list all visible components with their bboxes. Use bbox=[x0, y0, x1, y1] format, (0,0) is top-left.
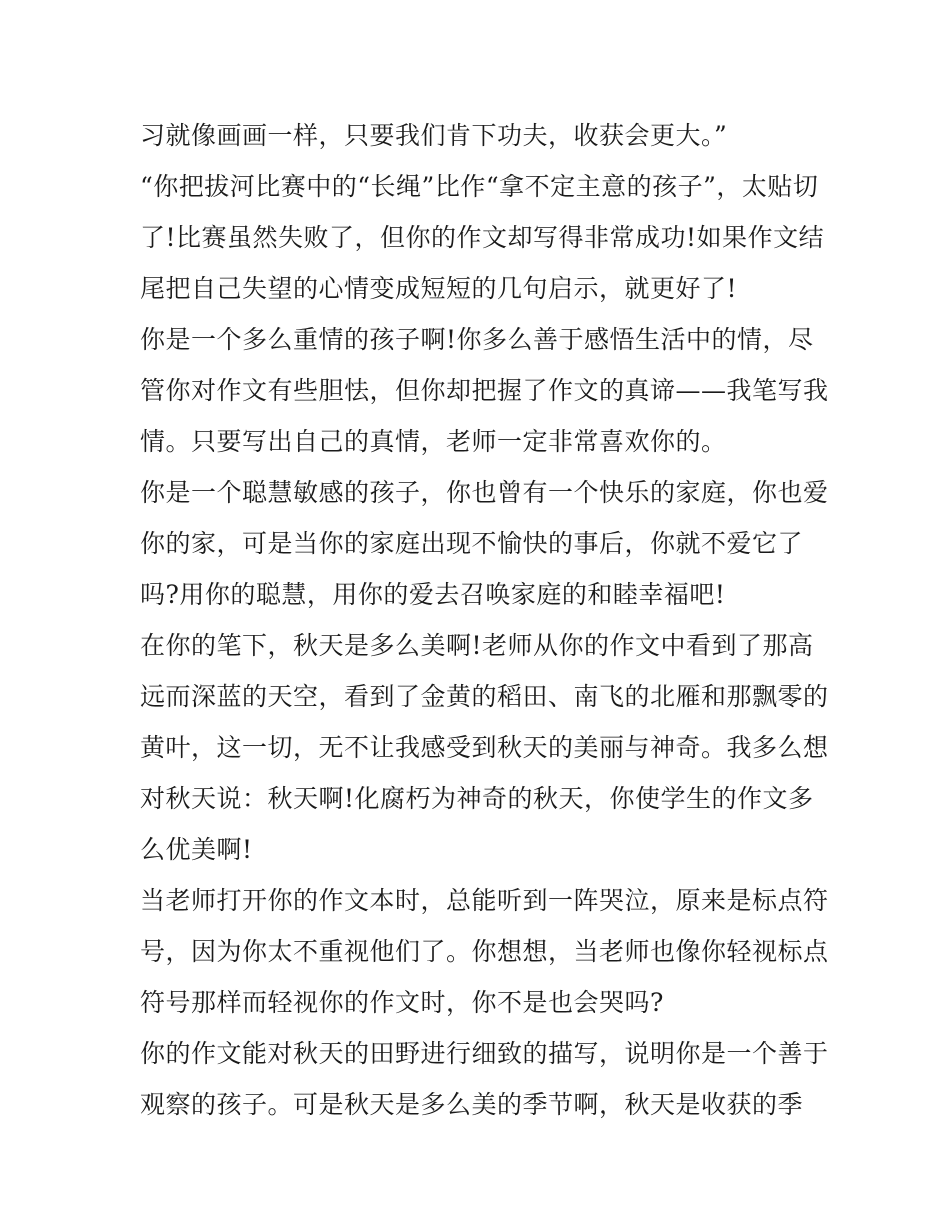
text-line: 当老师打开你的作文本时，总能听到一阵哭泣，原来是标点符 bbox=[140, 886, 829, 915]
text-line: 了!比赛虽然失败了，但你的作文却写得非常成功!如果作文结 bbox=[140, 223, 825, 252]
text-line: 你是一个聪慧敏感的孩子，你也曾有一个快乐的家庭，你也爱 bbox=[140, 478, 829, 507]
text-line: 你的作文能对秋天的田野进行细致的描写，说明你是一个善于 bbox=[140, 1039, 829, 1068]
text-line: 么优美啊! bbox=[140, 835, 253, 864]
text-line: “你把拔河比赛中的“长绳”比作“拿不定主意的孩子”，太贴切 bbox=[140, 172, 819, 201]
text-line: 黄叶，这一切，无不让我感受到秋天的美丽与神奇。我多么想 bbox=[140, 733, 829, 762]
text-line: 你是一个多么重情的孩子啊!你多么善于感悟生活中的情，尽 bbox=[140, 325, 814, 354]
text-line: 情。只要写出自己的真情，老师一定非常喜欢你的。 bbox=[140, 427, 727, 456]
text-line: 吗?用你的聪慧，用你的爱去召唤家庭的和睦幸福吧! bbox=[140, 580, 726, 609]
text-line: 在你的笔下，秋天是多么美啊!老师从你的作文中看到了那高 bbox=[140, 631, 814, 660]
text-line: 符号那样而轻视你的作文时，你不是也会哭吗? bbox=[140, 988, 664, 1017]
text-line: 你的家，可是当你的家庭出现不愉快的事后，你就不爱它了 bbox=[140, 529, 804, 558]
text-line: 对秋天说：秋天啊!化腐朽为神奇的秋天，你使学生的作文多 bbox=[140, 784, 814, 813]
text-line: 尾把自己失望的心情变成短短的几句启示，就更好了! bbox=[140, 274, 738, 303]
text-line: 管你对作文有些胆怯，但你却把握了作文的真谛——我笔写我 bbox=[140, 376, 829, 405]
text-line: 观察的孩子。可是秋天是多么美的季节啊，秋天是收获的季 bbox=[140, 1090, 804, 1119]
text-line: 号，因为你太不重视他们了。你想想，当老师也像你轻视标点 bbox=[140, 937, 829, 966]
document-body bbox=[140, 110, 829, 1130]
text-line: 远而深蓝的天空，看到了金黄的稻田、南飞的北雁和那飘零的 bbox=[140, 682, 829, 711]
text-line: 习就像画画一样，只要我们肯下功夫，收获会更大。” bbox=[140, 121, 728, 150]
